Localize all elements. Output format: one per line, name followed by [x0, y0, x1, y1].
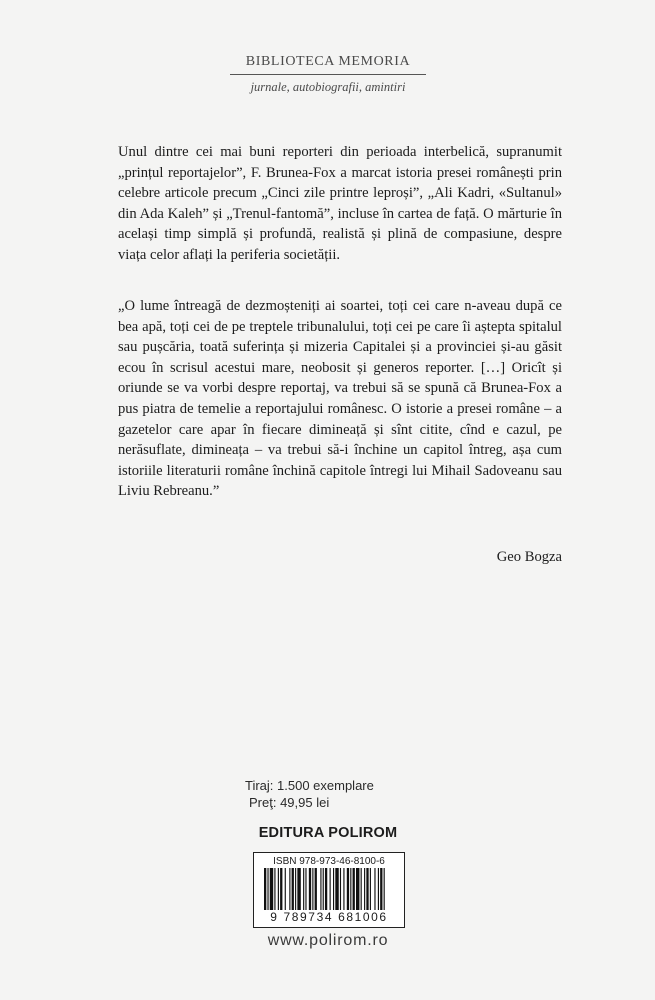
barcode-bar [366, 868, 368, 910]
barcode-bar [374, 868, 375, 910]
barcode-bars [260, 868, 398, 910]
barcode-bar [305, 868, 306, 910]
barcode-bar [289, 868, 290, 910]
book-price: Preţ: 49,95 lei [249, 795, 330, 810]
quote-author: Geo Bogza [496, 549, 562, 565]
barcode-bar [353, 868, 355, 910]
ean-digits: 9 789734 681006 [270, 910, 388, 924]
barcode-bar [343, 868, 344, 910]
barcode-bar [270, 868, 273, 910]
barcode-bar [356, 868, 359, 910]
barcode-bar [364, 868, 365, 910]
barcode-bar [315, 868, 317, 910]
barcode-bar [295, 868, 296, 910]
series-title: BIBLIOTECA MEMORIA [230, 54, 426, 75]
series-header [230, 54, 426, 94]
barcode-bar [267, 868, 268, 910]
barcode-bar [378, 868, 379, 910]
isbn-barcode [253, 852, 405, 928]
barcode-bar [292, 868, 294, 910]
barcode-bar [333, 868, 334, 910]
barcode-bar [320, 868, 321, 910]
print-info [245, 777, 374, 811]
barcode-bar [350, 868, 351, 910]
barcode-bar [370, 868, 371, 910]
barcode-bar [361, 868, 362, 910]
barcode-bar [303, 868, 304, 910]
barcode-bar [312, 868, 313, 910]
series-subtitle: jurnale, autobiografii, amintiri [250, 80, 406, 94]
barcode-bar [274, 868, 275, 910]
blurb-paragraph: Unul dintre cei mai buni reporteri din perioada interbelică, supranumit „prințul reportajelor”, F. Brunea-Fox a marcat istoria presei românești prin celebre articole precum „Cinci zile printre leproși”, „Ali Kadri, «Sultanul» din Ada Kaleh” și „Trenul-fantomă”, incluse în cartea de față. O mărturie în același timp simplă și profundă, realistă și plină de compasiune, despre viața celor aflați la periferia societății. [118, 144, 562, 263]
barcode-bar [285, 868, 286, 910]
barcode-bar [280, 868, 282, 910]
barcode-bar [297, 868, 300, 910]
review-quote [118, 296, 562, 502]
barcode-bar [278, 868, 279, 910]
barcode-bar [325, 868, 327, 910]
barcode-bar [264, 868, 266, 910]
barcode-bar [309, 868, 311, 910]
quote-text: „O lume întreagă de dezmoșteniți ai soartei, toți cei care n-aveau după ce bea apă, toți cei de pe treptele tribunalului, toți cei pe care îi aștepta spitalul sau pușcăria, toată suferința și mizeria Capitalei și a provinciei și-au găsit ecou în scrisul acestui mare, neobosit și generos reporter. […] Oricît și oriunde se va vorbi despre reportaj, va trebui să se spună că Brunea-Fox a pus piatra de temelie a reportajului românesc. O istorie a presei române – a gazetelor care apar în fiecare dimineață și sînt citite, cînd e cazul, pe nerăsuflate, dimineața – va trebui să-i închine un capitol întreg, așa cum istoriile literaturii române închină capitole întregi lui Mihail Sadoveanu sau Liviu Rebreanu.” [118, 298, 562, 500]
publisher-name: EDITURA POLIROM [258, 825, 398, 841]
barcode-bar [323, 868, 324, 910]
print-run: Tiraj: 1.500 exemplare [245, 778, 374, 793]
book-blurb [118, 142, 562, 266]
barcode-bar [330, 868, 331, 910]
barcode-bar [380, 868, 382, 910]
barcode-bar [384, 868, 385, 910]
barcode-bar [340, 868, 341, 910]
barcode-bar [347, 868, 349, 910]
isbn-label: ISBN 978-973-46-8100-6 [273, 856, 385, 867]
barcode-bar [335, 868, 338, 910]
publisher-website[interactable]: www.polirom.ro [267, 932, 389, 949]
